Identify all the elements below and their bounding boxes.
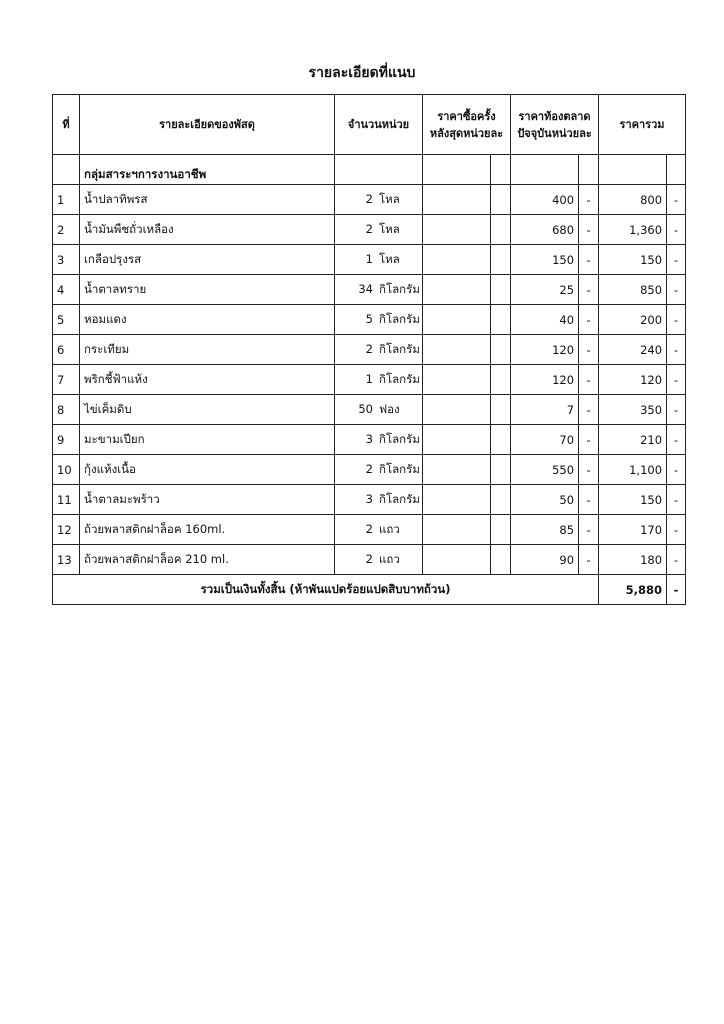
item-market-price: 7 [511, 395, 579, 425]
table-row [53, 365, 686, 395]
group-last-frac-cell [491, 155, 511, 185]
item-qty-number: 1 [365, 251, 373, 266]
item-market-price: 25 [511, 275, 579, 305]
item-quantity [335, 245, 423, 275]
table-row [53, 215, 686, 245]
item-qty-number: 34 [358, 281, 373, 296]
item-no: 9 [53, 425, 80, 455]
item-total-frac: - [667, 275, 686, 305]
item-total-frac: - [667, 515, 686, 545]
item-quantity [335, 515, 423, 545]
group-last-price-cell [423, 155, 491, 185]
header-last-price [423, 95, 511, 155]
item-qty-unit: แถว [379, 551, 400, 566]
grand-total-row [53, 575, 686, 605]
header-last-price-line1: ราคาซื้อครั้ง [437, 109, 496, 123]
item-total: 170 [599, 515, 667, 545]
item-qty-number: 2 [365, 551, 373, 566]
table-row [53, 335, 686, 365]
table-row [53, 275, 686, 305]
item-no: 1 [53, 185, 80, 215]
item-description: ถ้วยพลาสติกฝาล็อค 210 ml. [80, 545, 335, 575]
item-qty-unit: โหล [379, 251, 400, 266]
grand-total-amount: 5,880 [599, 575, 667, 605]
items-table [52, 94, 686, 605]
item-market-price-frac: - [579, 365, 599, 395]
item-market-price: 400 [511, 185, 579, 215]
item-quantity [335, 425, 423, 455]
item-last-price [423, 305, 491, 335]
item-description: เกลือปรุงรส [80, 245, 335, 275]
item-total: 150 [599, 485, 667, 515]
item-quantity [335, 275, 423, 305]
table-row [53, 395, 686, 425]
item-last-price-frac [491, 275, 511, 305]
item-qty-unit: กิโลกรัม [379, 491, 420, 506]
item-last-price [423, 245, 491, 275]
header-market-price [511, 95, 599, 155]
document-title: รายละเอียดที่แนบ [308, 65, 416, 81]
item-market-price-frac: - [579, 245, 599, 275]
item-last-price [423, 485, 491, 515]
item-description: มะขามเปียก [80, 425, 335, 455]
item-market-price: 90 [511, 545, 579, 575]
item-last-price [423, 455, 491, 485]
item-market-price-frac: - [579, 455, 599, 485]
group-price-cell [511, 155, 579, 185]
item-qty-unit: กิโลกรัม [379, 281, 420, 296]
item-total: 200 [599, 305, 667, 335]
item-market-price: 550 [511, 455, 579, 485]
item-last-price-frac [491, 515, 511, 545]
table-row [53, 485, 686, 515]
item-last-price-frac [491, 485, 511, 515]
item-last-price-frac [491, 305, 511, 335]
item-qty-unit: แถว [379, 521, 400, 536]
item-total: 850 [599, 275, 667, 305]
item-qty-number: 2 [365, 341, 373, 356]
item-market-price-frac: - [579, 425, 599, 455]
item-description: ถ้วยพลาสติกฝาล็อค 160ml. [80, 515, 335, 545]
item-quantity [335, 485, 423, 515]
group-label: กลุ่มสาระฯการงานอาชีพ [80, 155, 335, 185]
item-no: 5 [53, 305, 80, 335]
item-market-price-frac: - [579, 335, 599, 365]
item-no: 13 [53, 545, 80, 575]
group-total-cell [599, 155, 667, 185]
item-last-price-frac [491, 395, 511, 425]
item-no: 2 [53, 215, 80, 245]
item-market-price: 50 [511, 485, 579, 515]
table-row [53, 455, 686, 485]
item-last-price-frac [491, 245, 511, 275]
item-total: 800 [599, 185, 667, 215]
item-no: 12 [53, 515, 80, 545]
table-row [53, 245, 686, 275]
item-no: 3 [53, 245, 80, 275]
item-total: 210 [599, 425, 667, 455]
header-description: รายละเอียดของพัสดุ [80, 95, 335, 155]
header-row [53, 95, 686, 155]
item-description: ไข่เค็มดิบ [80, 395, 335, 425]
item-total: 240 [599, 335, 667, 365]
item-qty-number: 2 [365, 521, 373, 536]
item-total-frac: - [667, 365, 686, 395]
item-last-price-frac [491, 335, 511, 365]
item-quantity [335, 305, 423, 335]
item-total-frac: - [667, 485, 686, 515]
item-total: 180 [599, 545, 667, 575]
group-price-frac-cell [579, 155, 599, 185]
item-total: 1,360 [599, 215, 667, 245]
item-qty-unit: กิโลกรัม [379, 461, 420, 476]
item-total-frac: - [667, 395, 686, 425]
item-qty-unit: โหล [379, 221, 400, 236]
item-total-frac: - [667, 455, 686, 485]
item-qty-number: 2 [365, 191, 373, 206]
item-description: น้ำตาลทราย [80, 275, 335, 305]
item-no: 8 [53, 395, 80, 425]
item-description: น้ำปลาทิพรส [80, 185, 335, 215]
grand-total-amount-frac: - [667, 575, 686, 605]
item-quantity [335, 365, 423, 395]
group-total-frac-cell [667, 155, 686, 185]
item-qty-unit: กิโลกรัม [379, 341, 420, 356]
table-row [53, 425, 686, 455]
item-market-price: 120 [511, 335, 579, 365]
item-last-price-frac [491, 545, 511, 575]
header-no: ที่ [53, 95, 80, 155]
item-last-price [423, 275, 491, 305]
header-market-price-line2: ปัจจุบันหน่วยละ [517, 126, 592, 140]
item-market-price-frac: - [579, 305, 599, 335]
item-qty-unit: กิโลกรัม [379, 431, 420, 446]
item-qty-number: 1 [365, 371, 373, 386]
item-description: กระเทียม [80, 335, 335, 365]
item-quantity [335, 185, 423, 215]
item-market-price: 40 [511, 305, 579, 335]
item-no: 4 [53, 275, 80, 305]
item-no: 7 [53, 365, 80, 395]
group-row [53, 155, 686, 185]
item-total: 120 [599, 365, 667, 395]
item-quantity [335, 545, 423, 575]
item-qty-number: 3 [365, 491, 373, 506]
item-last-price-frac [491, 185, 511, 215]
item-total: 350 [599, 395, 667, 425]
item-qty-number: 2 [365, 461, 373, 476]
item-last-price [423, 215, 491, 245]
item-last-price-frac [491, 215, 511, 245]
item-total-frac: - [667, 245, 686, 275]
item-last-price-frac [491, 455, 511, 485]
item-total-frac: - [667, 215, 686, 245]
table-row [53, 305, 686, 335]
item-market-price: 150 [511, 245, 579, 275]
item-total-frac: - [667, 425, 686, 455]
item-last-price [423, 185, 491, 215]
item-total-frac: - [667, 185, 686, 215]
item-total-frac: - [667, 545, 686, 575]
header-total: ราคารวม [599, 95, 686, 155]
item-qty-unit: ฟอง [379, 401, 400, 416]
item-total: 1,100 [599, 455, 667, 485]
item-total-frac: - [667, 335, 686, 365]
item-market-price-frac: - [579, 545, 599, 575]
group-qty-cell [335, 155, 423, 185]
table-row [53, 185, 686, 215]
item-total: 150 [599, 245, 667, 275]
item-qty-number: 5 [365, 311, 373, 326]
item-market-price-frac: - [579, 275, 599, 305]
item-last-price [423, 425, 491, 455]
item-last-price [423, 335, 491, 365]
grand-total-label: รวมเป็นเงินทั้งสิ้น (ห้าพันแปดร้อยแปดสิบบาทถ้วน) [53, 575, 599, 605]
item-market-price: 120 [511, 365, 579, 395]
item-qty-unit: โหล [379, 191, 400, 206]
item-no: 11 [53, 485, 80, 515]
item-no: 10 [53, 455, 80, 485]
item-no: 6 [53, 335, 80, 365]
item-market-price-frac: - [579, 395, 599, 425]
item-qty-number: 3 [365, 431, 373, 446]
header-last-price-line2: หลังสุดหน่วยละ [429, 126, 504, 140]
item-market-price: 85 [511, 515, 579, 545]
item-last-price [423, 515, 491, 545]
item-market-price: 70 [511, 425, 579, 455]
item-last-price-frac [491, 365, 511, 395]
header-quantity: จำนวนหน่วย [335, 95, 423, 155]
item-qty-unit: กิโลกรัม [379, 311, 420, 326]
table-row [53, 545, 686, 575]
item-market-price-frac: - [579, 185, 599, 215]
item-qty-number: 50 [358, 401, 373, 416]
item-last-price [423, 365, 491, 395]
item-description: น้ำตาลมะพร้าว [80, 485, 335, 515]
item-market-price-frac: - [579, 515, 599, 545]
item-last-price [423, 395, 491, 425]
item-qty-unit: กิโลกรัม [379, 371, 420, 386]
item-last-price-frac [491, 425, 511, 455]
table-row [53, 515, 686, 545]
item-description: กุ้งแห้งเนื้อ [80, 455, 335, 485]
item-description: น้ำมันพืชถั่วเหลือง [80, 215, 335, 245]
item-quantity [335, 455, 423, 485]
item-market-price: 680 [511, 215, 579, 245]
header-market-price-line1: ราคาท้องตลาด [518, 109, 591, 123]
item-market-price-frac: - [579, 485, 599, 515]
item-description: หอมแดง [80, 305, 335, 335]
item-qty-number: 2 [365, 221, 373, 236]
item-last-price [423, 545, 491, 575]
item-quantity [335, 215, 423, 245]
item-description: พริกชี้ฟ้าแห้ง [80, 365, 335, 395]
item-market-price-frac: - [579, 215, 599, 245]
item-quantity [335, 395, 423, 425]
item-quantity [335, 335, 423, 365]
group-no-cell [53, 155, 80, 185]
item-total-frac: - [667, 305, 686, 335]
